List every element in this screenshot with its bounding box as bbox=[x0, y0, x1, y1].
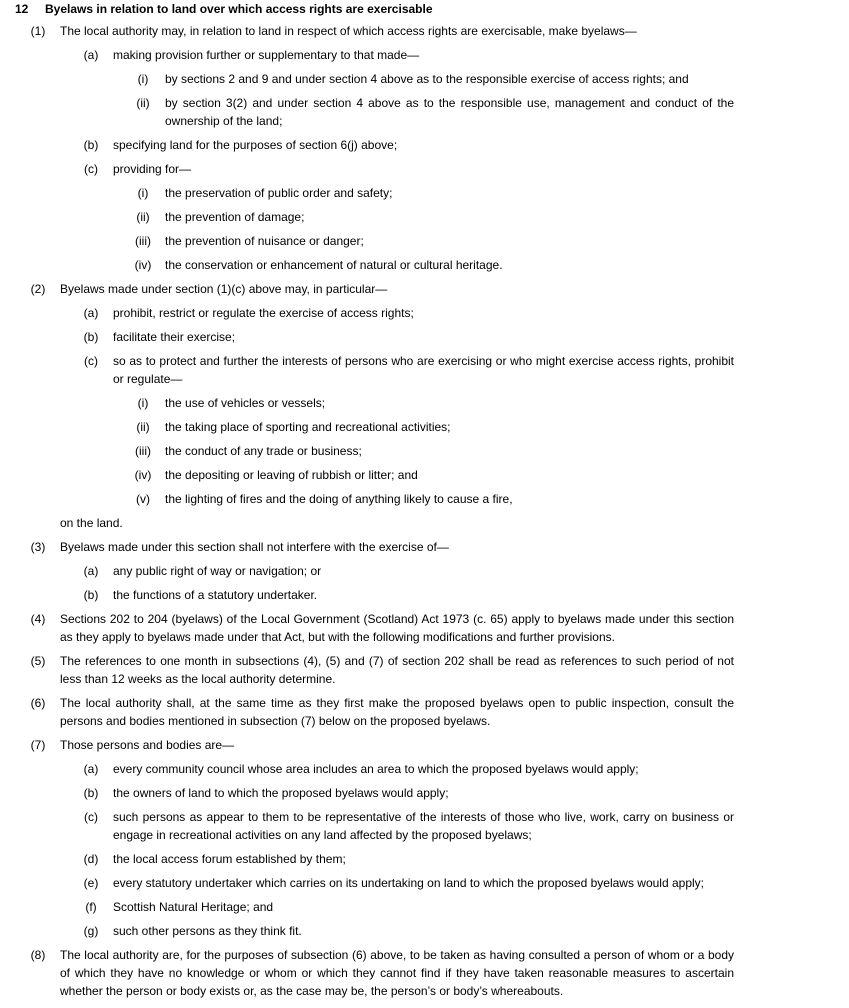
paragraph bbox=[0, 850, 849, 868]
paragraph-label: (b) bbox=[83, 138, 99, 152]
paragraph-text: prohibit, restrict or regulate the exercise of access rights; bbox=[113, 306, 414, 320]
subsection-text: Those persons and bodies are— bbox=[60, 738, 235, 752]
subparagraph-text: the conservation or enhancement of natural or cultural heritage. bbox=[165, 258, 503, 272]
paragraph bbox=[0, 922, 849, 940]
subparagraph-text: the preservation of public order and safety; bbox=[165, 186, 393, 200]
subsection bbox=[0, 946, 849, 1000]
paragraph-label: (a) bbox=[83, 762, 99, 776]
paragraph-text: such other persons as they think fit. bbox=[113, 924, 302, 938]
paragraph-label: (b) bbox=[83, 786, 99, 800]
paragraph bbox=[0, 874, 849, 892]
subparagraph-text: the prevention of nuisance or danger; bbox=[165, 234, 364, 248]
paragraph bbox=[0, 784, 849, 802]
paragraph bbox=[0, 352, 849, 388]
paragraph bbox=[0, 808, 849, 844]
section-title: Byelaws in relation to land over which access rights are exercisable bbox=[45, 2, 433, 16]
subparagraph-label: (ii) bbox=[136, 420, 150, 434]
section-heading bbox=[15, 0, 433, 18]
subparagraph-text: the conduct of any trade or business; bbox=[165, 444, 362, 458]
subparagraph-text: by sections 2 and 9 and under section 4 above as to the responsible exercise of access rights; and bbox=[165, 72, 689, 86]
paragraph-text: so as to protect and further the interests of persons who are exercising or who might exercise access rights, prohibit or regulate— bbox=[113, 354, 734, 386]
paragraph bbox=[0, 562, 849, 580]
paragraph-text: providing for— bbox=[113, 162, 192, 176]
subparagraph-text: the depositing or leaving of rubbish or litter; and bbox=[165, 468, 418, 482]
paragraph-label: (a) bbox=[83, 564, 99, 578]
subparagraph bbox=[0, 94, 849, 130]
paragraph-text: the owners of land to which the proposed byelaws would apply; bbox=[113, 786, 449, 800]
subparagraph-label: (v) bbox=[136, 492, 150, 506]
paragraph-text: such persons as appear to them to be representative of the interests of those who live, work, carry on business or engage in recreational activities on any land affected by the proposed byelaws; bbox=[113, 810, 734, 842]
subparagraph-label: (iii) bbox=[135, 234, 151, 248]
subsection-text: The local authority are, for the purposes of subsection (6) above, to be taken as having consulted a person of whom or a body of which they have no knowledge or whom or which they cannot find if they have taken reasonable measures to ascertain whether the person or body exists or, as the case may be, the person’s or body’s whereabouts. bbox=[60, 948, 734, 998]
subsection bbox=[0, 22, 849, 40]
paragraph bbox=[0, 328, 849, 346]
subparagraph bbox=[0, 466, 849, 484]
subsection-label: (4) bbox=[30, 612, 46, 626]
subsection-text: Byelaws made under section (1)(c) above may, in particular— bbox=[60, 282, 388, 296]
subsection-label: (6) bbox=[30, 696, 46, 710]
paragraph bbox=[0, 46, 849, 64]
subparagraph bbox=[0, 418, 849, 436]
subsection-label: (1) bbox=[30, 24, 46, 38]
paragraph-label: (c) bbox=[84, 810, 98, 824]
subsection-text: The references to one month in subsections (4), (5) and (7) of section 202 shall be read as references to such period of not less than 12 weeks as the local authority determine. bbox=[60, 654, 734, 686]
subsection-text: Sections 202 to 204 (byelaws) of the Local Government (Scotland) Act 1973 (c. 65) apply to byelaws made under this section as they apply to byelaws made under that Act, but with the following modifications and further provisions. bbox=[60, 612, 734, 644]
paragraph bbox=[0, 760, 849, 778]
subparagraph-label: (ii) bbox=[136, 210, 150, 224]
paragraph-text: the functions of a statutory undertaker. bbox=[113, 588, 318, 602]
paragraph-label: (c) bbox=[84, 162, 98, 176]
subparagraph bbox=[0, 256, 849, 274]
paragraph-text: Scottish Natural Heritage; and bbox=[113, 900, 274, 914]
subparagraph-label: (i) bbox=[137, 72, 149, 86]
subsection bbox=[0, 652, 849, 688]
subsection-label: (7) bbox=[30, 738, 46, 752]
subsection-closing-text: on the land. bbox=[60, 516, 123, 530]
subparagraph-text: the taking place of sporting and recreational activities; bbox=[165, 420, 451, 434]
paragraph-text: every community council whose area includes an area to which the proposed byelaws would apply; bbox=[113, 762, 639, 776]
paragraph-text: facilitate their exercise; bbox=[113, 330, 236, 344]
subparagraph-label: (ii) bbox=[136, 96, 150, 110]
subsection-text: The local authority shall, at the same time as they first make the proposed byelaws open to public inspection, consult the persons and bodies mentioned in subsection (7) below on the proposed byelaws. bbox=[60, 696, 734, 728]
subsection bbox=[0, 280, 849, 298]
subsection-label: (5) bbox=[30, 654, 46, 668]
paragraph-text: specifying land for the purposes of section 6(j) above; bbox=[113, 138, 398, 152]
subparagraph-label: (iv) bbox=[134, 258, 152, 272]
subparagraph-label: (i) bbox=[137, 186, 149, 200]
paragraph-label: (b) bbox=[83, 588, 99, 602]
paragraph-label: (f) bbox=[85, 900, 97, 914]
subparagraph-text: the prevention of damage; bbox=[165, 210, 305, 224]
paragraph bbox=[0, 586, 849, 604]
subsection bbox=[0, 610, 849, 646]
paragraph-label: (e) bbox=[83, 876, 99, 890]
paragraph-label: (b) bbox=[83, 330, 99, 344]
subparagraph bbox=[0, 208, 849, 226]
paragraph-label: (a) bbox=[83, 48, 99, 62]
paragraph-text: the local access forum established by them; bbox=[113, 852, 346, 866]
subparagraph bbox=[0, 184, 849, 202]
paragraph-label: (g) bbox=[83, 924, 99, 938]
paragraph bbox=[0, 160, 849, 178]
subparagraph-label: (i) bbox=[137, 396, 149, 410]
paragraph bbox=[0, 898, 849, 916]
subsection bbox=[0, 736, 849, 754]
paragraph-label: (a) bbox=[83, 306, 99, 320]
subparagraph-label: (iv) bbox=[134, 468, 152, 482]
section-number: 12 bbox=[15, 2, 29, 16]
paragraph-label: (c) bbox=[84, 354, 98, 368]
subsection-text: Byelaws made under this section shall not interfere with the exercise of— bbox=[60, 540, 449, 554]
subsection-label: (2) bbox=[30, 282, 46, 296]
paragraph-text: every statutory undertaker which carries on its undertaking on land to which the proposed byelaws would apply; bbox=[113, 876, 704, 890]
subsection-label: (3) bbox=[30, 540, 46, 554]
subparagraph bbox=[0, 232, 849, 250]
paragraph-text: making provision further or supplementary to that made— bbox=[113, 48, 420, 62]
subparagraph-text: the lighting of fires and the doing of anything likely to cause a fire, bbox=[165, 492, 513, 506]
subsection bbox=[0, 538, 849, 556]
subsection-label: (8) bbox=[30, 948, 46, 962]
paragraph bbox=[0, 304, 849, 322]
subparagraph bbox=[0, 394, 849, 412]
paragraph-text: any public right of way or navigation; or bbox=[113, 564, 322, 578]
subsection-text: The local authority may, in relation to land in respect of which access rights are exercisable, make byelaws— bbox=[60, 24, 637, 38]
paragraph bbox=[0, 136, 849, 154]
paragraph-label: (d) bbox=[83, 852, 99, 866]
subparagraph bbox=[0, 70, 849, 88]
subparagraph-text: the use of vehicles or vessels; bbox=[165, 396, 326, 410]
subsection bbox=[0, 694, 849, 730]
subparagraph-label: (iii) bbox=[135, 444, 151, 458]
subparagraph bbox=[0, 442, 849, 460]
subparagraph-text: by section 3(2) and under section 4 above as to the responsible use, management and conduct of the ownership of the land; bbox=[165, 96, 734, 128]
subparagraph bbox=[0, 490, 849, 508]
